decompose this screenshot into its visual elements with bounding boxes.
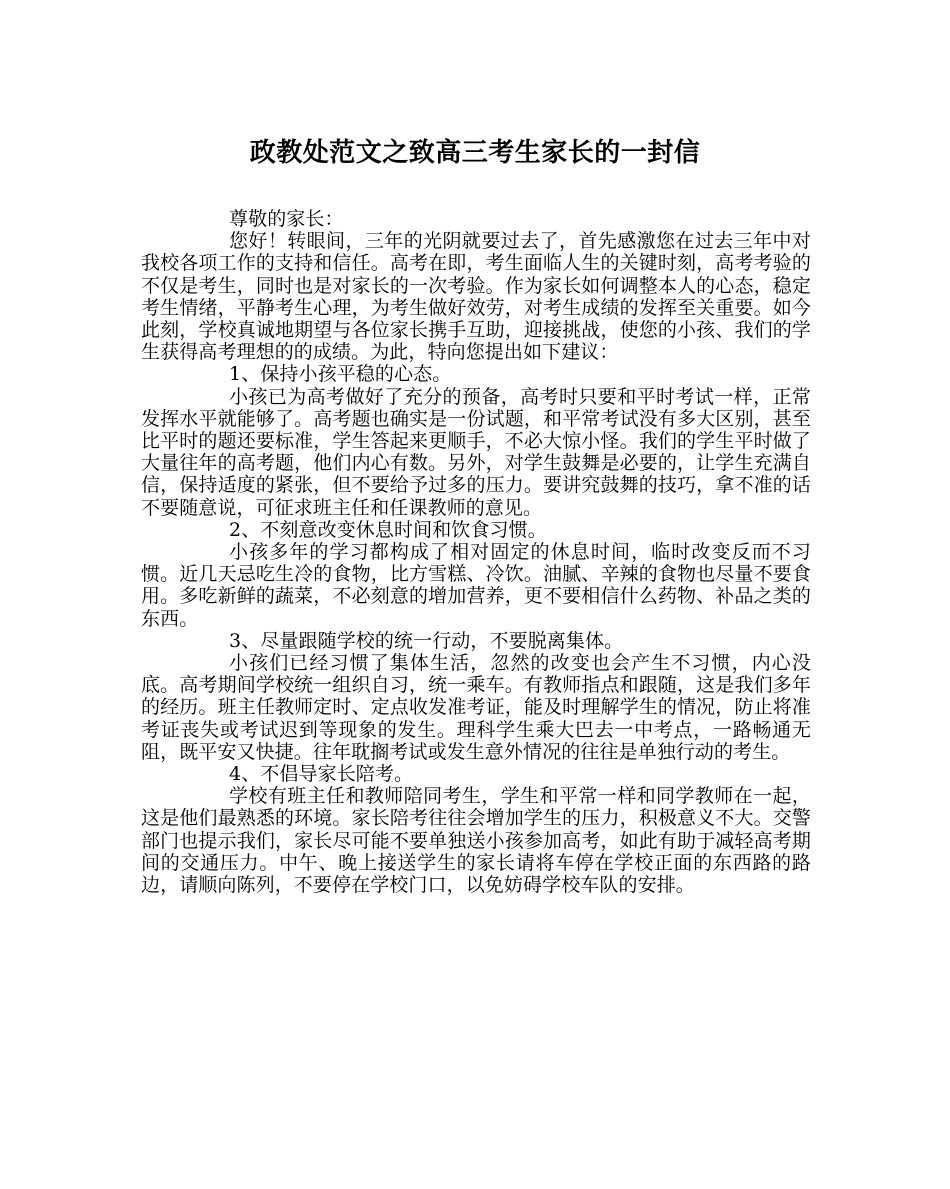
- suggestion-body-4: 学校有班主任和教师陪同考生，学生和平常一样和同学教师在一起，这是他们最熟悉的环境。家长陪考往往会增加学生的压力，积极意义不大。交警部门也提示我们，家长尽可能不要单独送小孩参加高考，如此有助于减轻高考期间的交通压力。中午、晚上接送学生的家长请将车停在学校正面的东西路的路边，请顺向陈列，不要停在学校门口，以免妨碍学校车队的安排。: [141, 785, 811, 897]
- salutation: 尊敬的家长：: [229, 208, 344, 230]
- suggestion-heading-4: 4、不倡导家长陪考。: [229, 763, 414, 786]
- suggestion-body-1: 小孩已为高考做好了充分的预备，高考时只要和平时考试一样，正常发挥水平就能够了。高考题也确实是一份试题，和平常考试没有多大区别，甚至比平时的题还要标准，学生答起来更顺手，不必大惊小怪。我们的学生平时做了大量往年的高考题，他们内心有数。另外，对学生鼓舞是必要的，让学生充满自信，保持适度的紧张，但不要给予过多的压力。要讲究鼓舞的技巧，拿不准的话不要随意说，可征求班主任和任课教师的意见。: [141, 385, 811, 519]
- suggestion-heading-2: 2、不刻意改变休息时间和饮食习惯。: [229, 518, 547, 541]
- intro-paragraph: 您好！转眼间，三年的光阴就要过去了，首先感激您在过去三年中对我校各项工作的支持和信任。高考在即，考生面临人生的关键时刻，高考考验的不仅是考生，同时也是对家长的一次考验。作为家长如何调整本人的心态，稳定考生情绪，平静考生心理，为考生做好效劳，对考生成绩的发挥至关重要。如今此刻，学校真诚地期望与各位家长携手互助，迎接挑战，使您的小孩、我们的学生获得高考理想的的成绩。为此，特向您提出如下建议：: [141, 230, 811, 364]
- suggestion-body-3: 小孩们已经习惯了集体生活，忽然的改变也会产生不习惯，内心没底。高考期间学校统一组织自习，统一乘车。有教师指点和跟随，这是我们多年的经历。班主任教师定时、定点收发准考证，能及时理解学生的情况，防止将准考证丧失或考试迟到等现象的发生。理科学生乘大巴去一中考点，一路畅通无阻，既平安又快捷。往年耽搁考试或发生意外情况的往往是单独行动的考生。: [141, 652, 811, 763]
- document-title: 政教处范文之致高三考生家长的一封信: [249, 138, 701, 168]
- letter-body: [141, 208, 811, 896]
- suggestion-heading-1: 1、保持小孩平稳的心态。: [229, 363, 452, 386]
- suggestion-body-2: 小孩多年的学习都构成了相对固定的休息时间，临时改变反而不习惯。近几天忌吃生冷的食物，比方雪糕、冷饮。油腻、辛辣的食物也尽量不要食用。多吃新鲜的蔬菜，不必刻意的增加营养，更不要相信什么药物、补品之类的东西。: [141, 541, 811, 630]
- suggestion-heading-3: 3、尽量跟随学校的统一行动，不要脱离集体。: [229, 629, 624, 652]
